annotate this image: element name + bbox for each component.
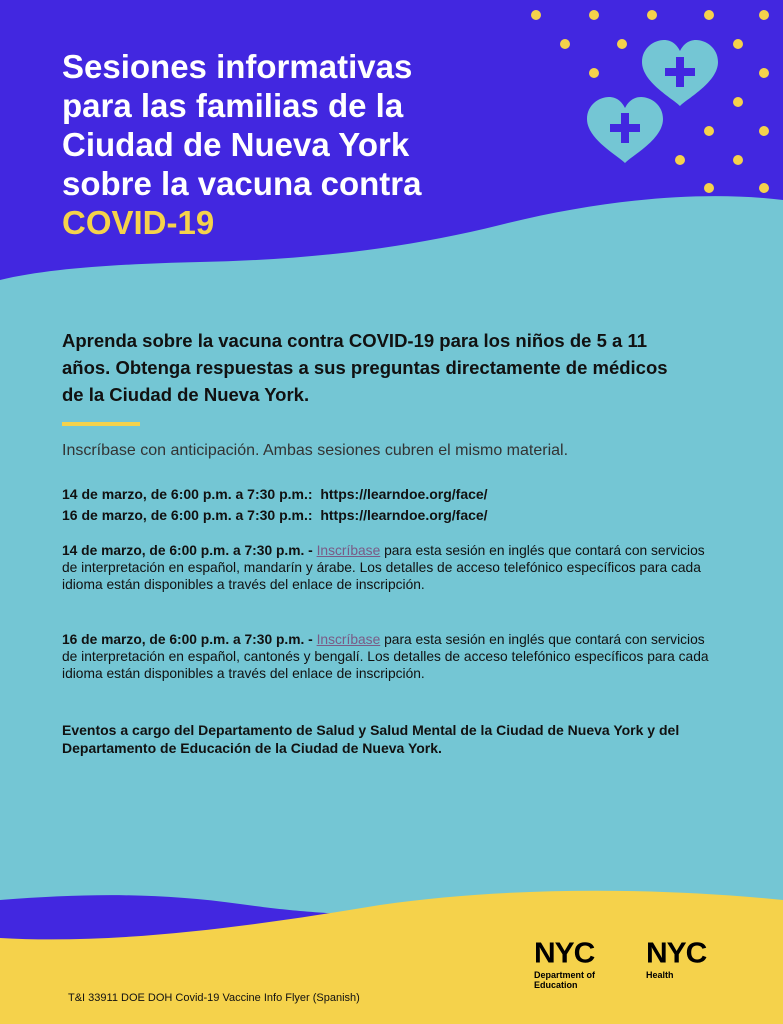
title-line: Ciudad de Nueva York <box>62 126 410 163</box>
session-date-line: 14 de marzo, de 6:00 p.m. a 7:30 p.m.: https://learndoe.org/face/ <box>62 486 488 502</box>
title-line: sobre la vacuna contra <box>62 165 422 202</box>
session-date: 16 de marzo, de 6:00 p.m. a 7:30 p.m. - <box>62 632 313 647</box>
session-detail <box>62 542 712 593</box>
logo-mark: NYC <box>534 937 595 970</box>
register-link[interactable]: Inscríbase <box>316 543 381 558</box>
page-title <box>62 47 502 242</box>
divider <box>62 422 140 426</box>
organizer-note: Eventos a cargo del Departamento de Salud y Salud Mental de la Ciudad de Nueva York y del Departamento de Educación de la Ciudad de Nueva York. <box>62 722 680 756</box>
registration-note: Inscríbase con anticipación. Ambas sesiones cubren el mismo material. <box>62 442 569 459</box>
flyer-id: T&I 33911 DOE DOH Covid-19 Vaccine Info Flyer (Spanish) <box>68 992 360 1004</box>
session-description: para esta sesión en inglés que contará con servicios de interpretación en español, mandarín y árabe. Los detalles de acceso telefónico específicos para cada idioma están disponibles a través del enlace de inscripción. <box>62 543 705 592</box>
nyc-education-logo <box>534 937 596 990</box>
title-line: Sesiones informativas <box>62 48 413 85</box>
title-highlight: COVID-19 <box>62 204 215 241</box>
logo-subtitle: Education <box>534 980 578 990</box>
title-line: para las familias de la <box>62 87 404 124</box>
session-date-list <box>62 484 722 526</box>
session-date-line: 16 de marzo, de 6:00 p.m. a 7:30 p.m.: https://learndoe.org/face/ <box>62 507 488 523</box>
session-detail <box>62 631 712 682</box>
logo-subtitle: Department of <box>534 970 596 980</box>
nyc-health-logo <box>646 937 707 980</box>
session-description: para esta sesión en inglés que contará con servicios de interpretación en español, cantonés y bengalí. Los detalles de acceso telefónico específicos para cada idioma están disponibles a través del enlace de inscripción. <box>62 632 709 681</box>
logo-subtitle: Health <box>646 970 674 980</box>
session-date: 14 de marzo, de 6:00 p.m. a 7:30 p.m. - <box>62 543 313 558</box>
register-link[interactable]: Inscríbase <box>316 632 381 647</box>
intro-text: Aprenda sobre la vacuna contra COVID-19 para los niños de 5 a 11 años. Obtenga respuestas a sus preguntas directamente de médicos de la Ciudad de Nueva York. <box>62 330 668 405</box>
logo-mark: NYC <box>646 937 707 970</box>
